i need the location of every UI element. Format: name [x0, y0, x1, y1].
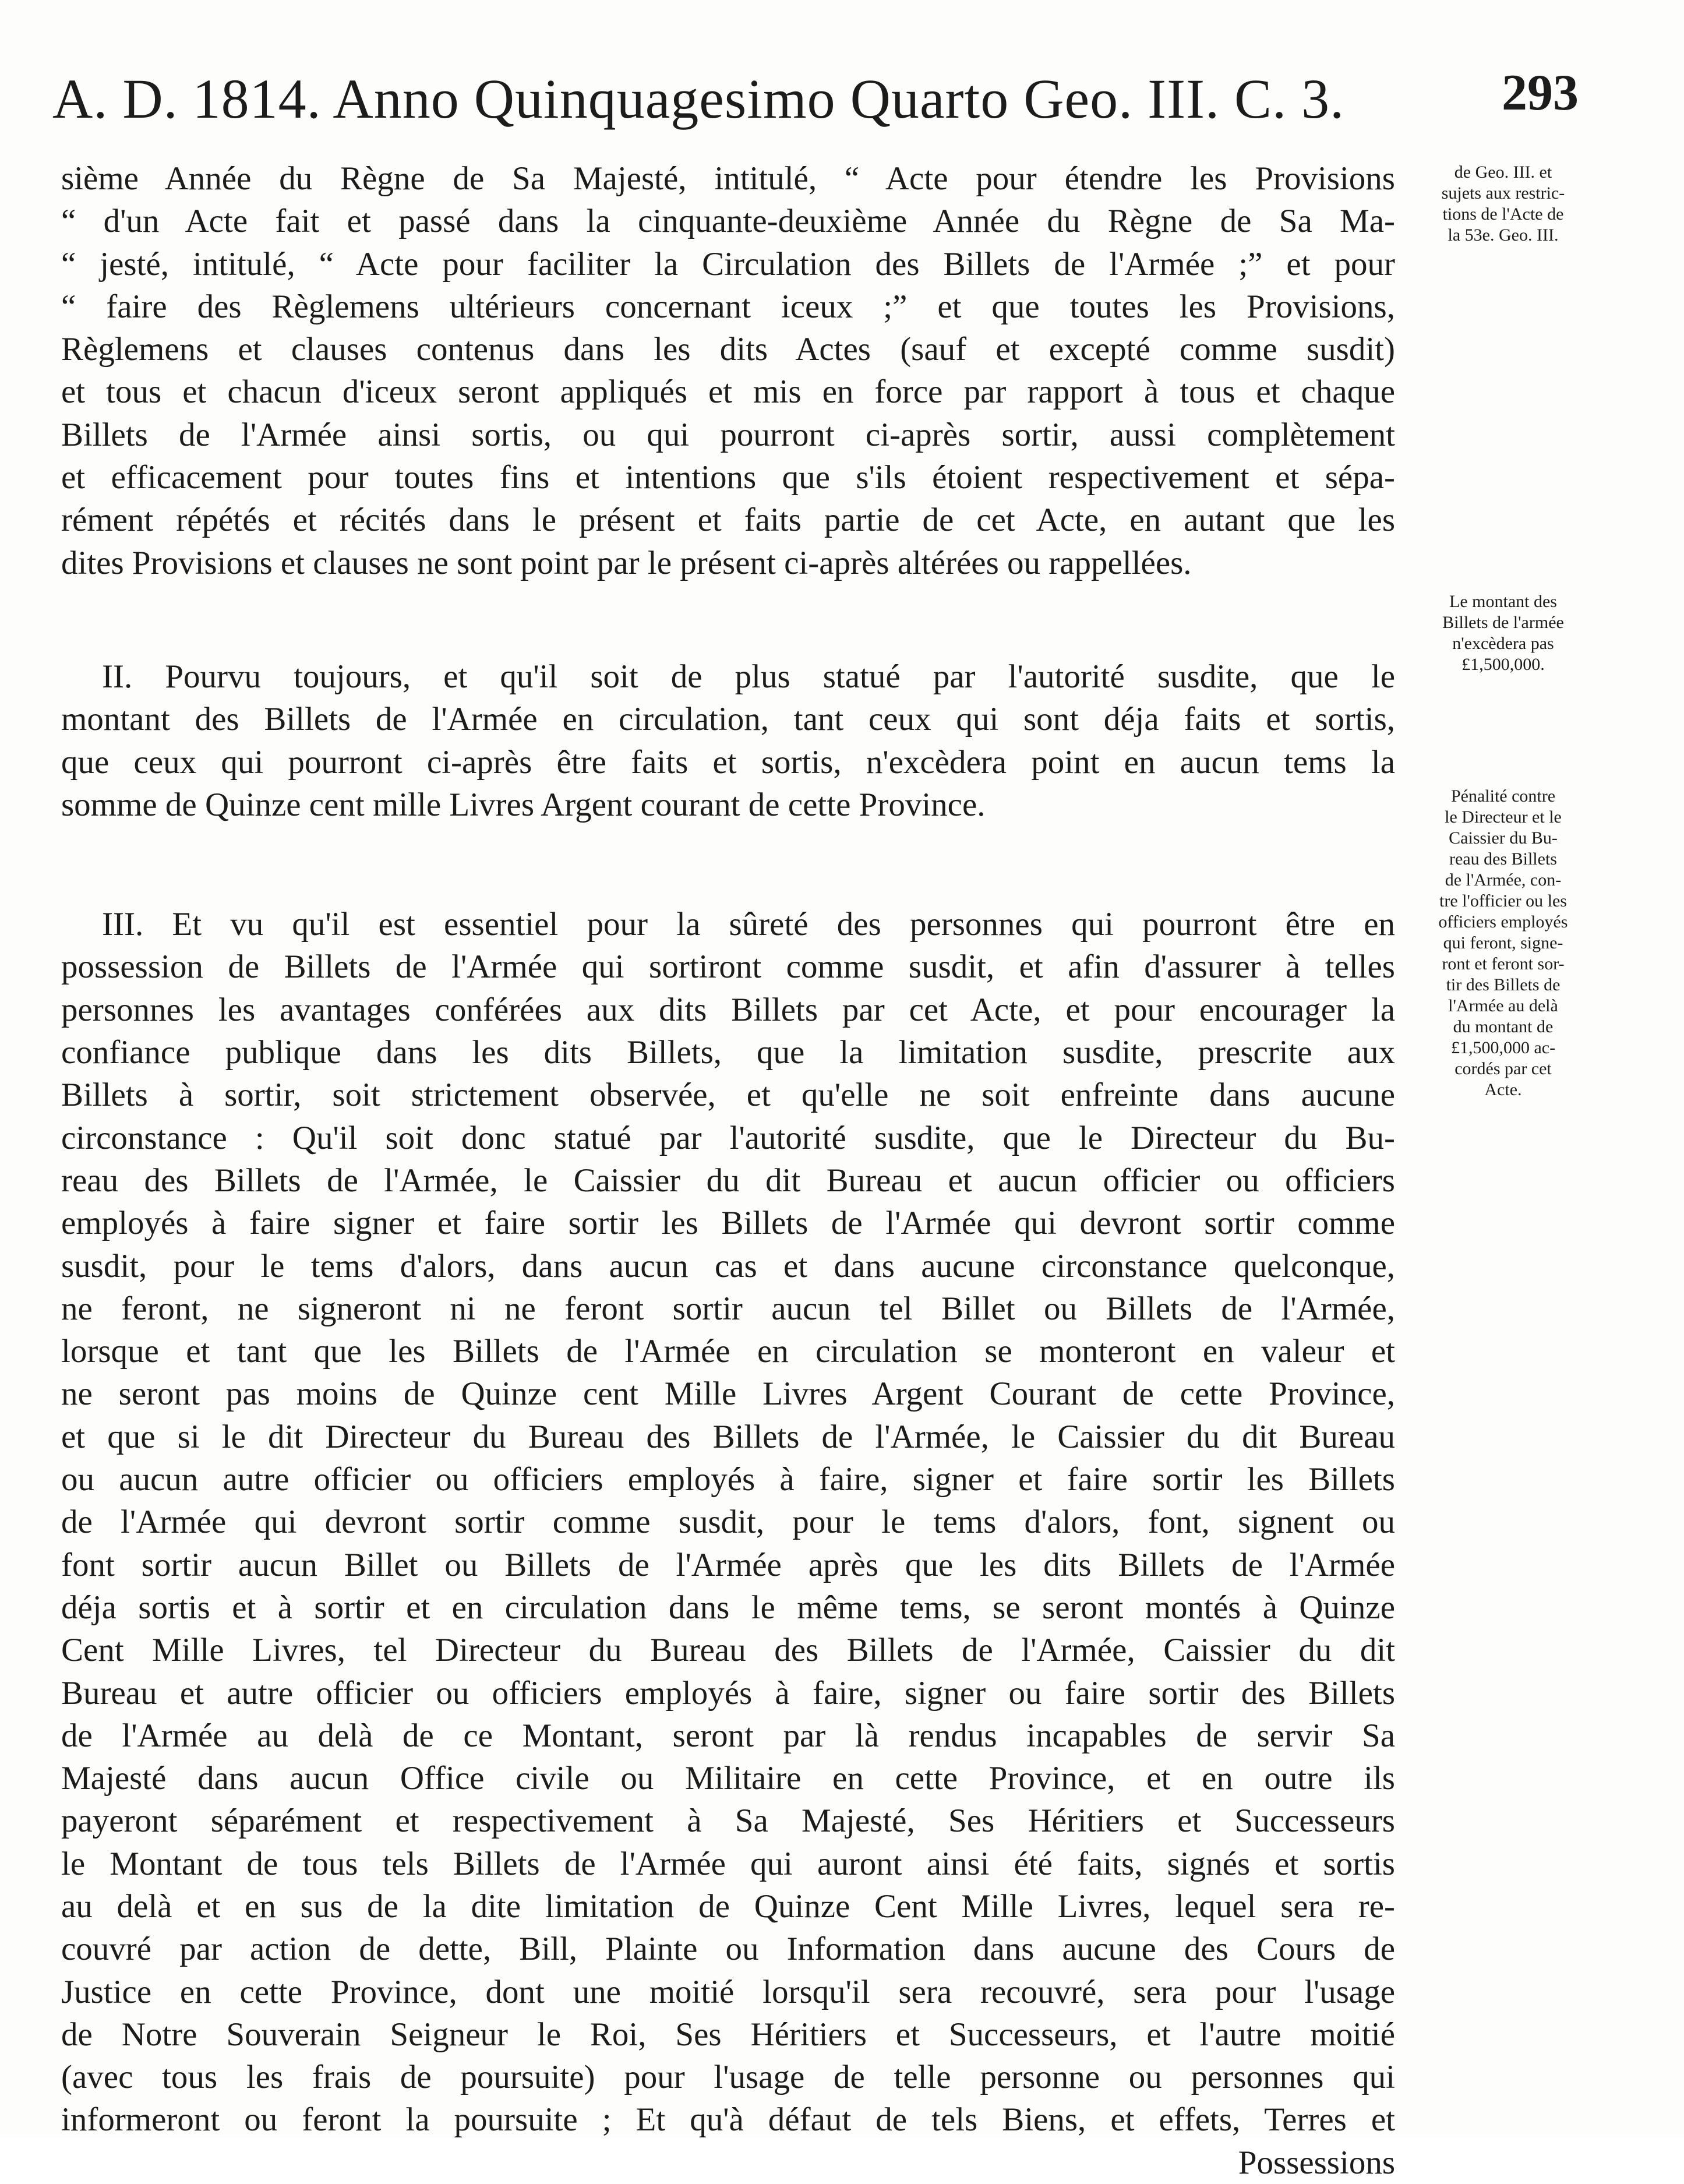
text-line: que ceux qui pourront ci-après être faits et sortis, n'excèdera point en aucun tems la [61, 743, 1395, 781]
text-line: lorsque et tant que les Billets de l'Armée en circulation se monteront en valeur et [61, 1333, 1395, 1370]
margin-note-line: £1,500,000 ac- [1450, 1038, 1556, 1057]
paragraph-gap [61, 826, 1395, 903]
text-line: de l'Armée qui devront sortir comme susdit, pour le tems d'alors, font, signent ou [61, 1504, 1395, 1541]
margin-note-line: la 53e. Geo. III. [1448, 225, 1559, 245]
margin-note-line: l'Armée au delà [1448, 996, 1558, 1015]
running-head [52, 55, 1579, 143]
text-line: circonstance : Qu'il soit donc statué par l'autorité susdite, que le Directeur du Bu- [61, 1119, 1395, 1156]
text-line: Bureau et autre officier ou officiers employés à faire, signer ou faire sortir des Billets [61, 1674, 1395, 1712]
margin-note-line: de Geo. III. et [1454, 163, 1552, 182]
catchword: Possessions [1238, 2144, 1395, 2181]
text-line: reau des Billets de l'Armée, le Caissier du dit Bureau et aucun officier ou officiers [61, 1162, 1395, 1199]
text-line: Cent Mille Livres, tel Directeur du Bureau des Billets de l'Armée, Caissier du dit [61, 1632, 1395, 1669]
margin-note-line: sujets aux restric- [1441, 184, 1565, 203]
margin-note-line: Caissier du Bu- [1449, 828, 1558, 848]
text-line: “ jesté, intitulé, “ Acte pour faciliter la Circulation des Billets de l'Armée ;” et pour [61, 245, 1395, 283]
margin-note-line: tir des Billets de [1446, 975, 1561, 994]
text-line: et efficacement pour toutes fins et intentions que s'ils étoient respectivement et sépa- [61, 459, 1395, 496]
margin-note-line: Pénalité contre [1450, 786, 1556, 806]
text-line: “ d'un Acte fait et passé dans la cinquante-deuxième Année du Règne de Sa Ma- [61, 203, 1395, 240]
text-line: ou aucun autre officier ou officiers employés à faire, signer et faire sortir les Billets [61, 1461, 1395, 1498]
paragraph-gap [61, 584, 1395, 655]
text-line: informeront ou feront la poursuite ; Et qu'à défaut de tels Biens, et effets, Terres et [61, 2101, 1395, 2139]
margin-note-line: reau des Billets [1449, 849, 1557, 869]
text-line: (avec tous les frais de poursuite) pour l'usage de telle personne ou personnes qui [61, 2059, 1395, 2096]
text-line: couvré par action de dette, Bill, Plainte ou Information dans aucune des Cours de [61, 1931, 1395, 1968]
margin-note-line: le Directeur et le [1445, 807, 1562, 827]
margin-note-line: n'excèdera pas [1452, 634, 1554, 653]
text-line: Billets à sortir, soit strictement observée, et qu'elle ne soit enfreinte dans aucune [61, 1077, 1395, 1114]
text-line: Justice en cette Province, dont une moitié lorsqu'il sera recouvré, sera pour l'usage [61, 1973, 1395, 2010]
paragraph-continuation [61, 157, 1395, 584]
margin-note-limit [1403, 591, 1604, 675]
text-line: possession de Billets de l'Armée qui sortiront comme susdit, et afin d'assurer à telles [61, 948, 1395, 986]
margin-note-line: ront et feront sor- [1442, 954, 1565, 973]
text-line: dites Provisions et clauses ne sont point par le présent ci-après altérées ou rappellées. [61, 544, 1192, 581]
text-line: de Notre Souverain Seigneur le Roi, Ses Héritiers et Successeurs, et l'autre moitié [61, 2016, 1395, 2053]
text-line: susdit, pour le tems d'alors, dans aucun cas et dans aucune circonstance quelconque, [61, 1247, 1395, 1285]
text-line: personnes les avantages conférées aux dits Billets par cet Acte, et pour encourager la [61, 991, 1395, 1028]
text-line: font sortir aucun Billet ou Billets de l'Armée après que les dits Billets de l'Armée [61, 1546, 1395, 1583]
running-head-title: A. D. 1814. Anno Quinquagesimo Quarto Geo. III. C. 3. [52, 68, 1345, 130]
text-line: ne feront, ne signeront ni ne feront sortir aucun tel Billet ou Billets de l'Armée, [61, 1290, 1395, 1327]
margin-note-line: Acte. [1484, 1080, 1522, 1099]
body-text [61, 157, 1395, 2184]
margin-note-line: de l'Armée, con- [1445, 870, 1562, 890]
margin-note-line: tions de l'Acte de [1442, 204, 1564, 224]
paragraph-section-2 [61, 655, 1395, 826]
margin-note-line: qui feront, signe- [1443, 933, 1563, 952]
text-line: II. Pourvu toujours, et qu'il soit de plus statué par l'autorité susdite, que le [102, 658, 1395, 695]
text-line: rément répétés et récités dans le présent et faits partie de cet Acte, en autant que les [61, 502, 1395, 539]
margin-note-line: Billets de l'armée [1442, 613, 1564, 632]
margin-note-subject [1403, 162, 1604, 246]
text-line: Règlemens et clauses contenus dans les dits Actes (sauf et excepté comme susdit) [61, 331, 1395, 368]
text-line: sième Année du Règne de Sa Majesté, intitulé, “ Acte pour étendre les Provisions [61, 160, 1395, 197]
margin-note-line: cordés par cet [1454, 1059, 1552, 1078]
text-line: somme de Quinze cent mille Livres Argent courant de cette Province. [61, 786, 986, 823]
margin-note-line: du montant de [1453, 1017, 1554, 1036]
margin-note-line: tre l'officier ou les [1439, 891, 1567, 911]
page-number: 293 [1502, 65, 1579, 121]
paragraph-section-3 [61, 903, 1395, 2184]
text-line: et tous et chacun d'iceux seront appliqués et mis en force par rapport à tous et chaque [61, 373, 1395, 411]
text-line: le Montant de tous tels Billets de l'Armée qui auront ainsi été faits, signés et sortis [61, 1845, 1395, 1882]
text-line: ne seront pas moins de Quinze cent Mille Livres Argent Courant de cette Province, [61, 1375, 1395, 1413]
text-line: déja sortis et à sortir et en circulation dans le même tems, se seront montés à Quinze [61, 1589, 1395, 1626]
text-line: montant des Billets de l'Armée en circulation, tant ceux qui sont déja faits et sortis, [61, 701, 1395, 738]
text-line: et que si le dit Directeur du Bureau des Billets de l'Armée, le Caissier du dit Bureau [61, 1418, 1395, 1455]
margin-note-line: Le montant des [1449, 592, 1557, 611]
margin-note-line: £1,500,000. [1461, 655, 1545, 674]
text-line: au delà et en sus de la dite limitation de Quinze Cent Mille Livres, lequel sera re- [61, 1887, 1395, 1925]
text-line: “ faire des Règlemens ultérieurs concernant iceux ;” et que toutes les Provisions, [61, 288, 1395, 325]
text-line: III. Et vu qu'il est essentiel pour la sûreté des personnes qui pourront être en [102, 906, 1395, 943]
margin-note-penalty [1403, 786, 1604, 1100]
margin-note-line: officiers employés [1438, 912, 1568, 932]
text-line: Billets de l'Armée ainsi sortis, ou qui pourront ci-après sortir, aussi complètement [61, 416, 1395, 453]
text-line: de l'Armée au delà de ce Montant, seront par là rendus incapables de servir Sa [61, 1717, 1395, 1754]
text-line: Majesté dans aucun Office civile ou Militaire en cette Province, et en outre ils [61, 1760, 1395, 1797]
text-line: confiance publique dans les dits Billets, que la limitation susdite, prescrite aux [61, 1034, 1395, 1071]
text-line: payeront séparément et respectivement à Sa Majesté, Ses Héritiers et Successeurs [61, 1802, 1395, 1840]
text-line: employés à faire signer et faire sortir les Billets de l'Armée qui devront sortir comme [61, 1205, 1395, 1242]
